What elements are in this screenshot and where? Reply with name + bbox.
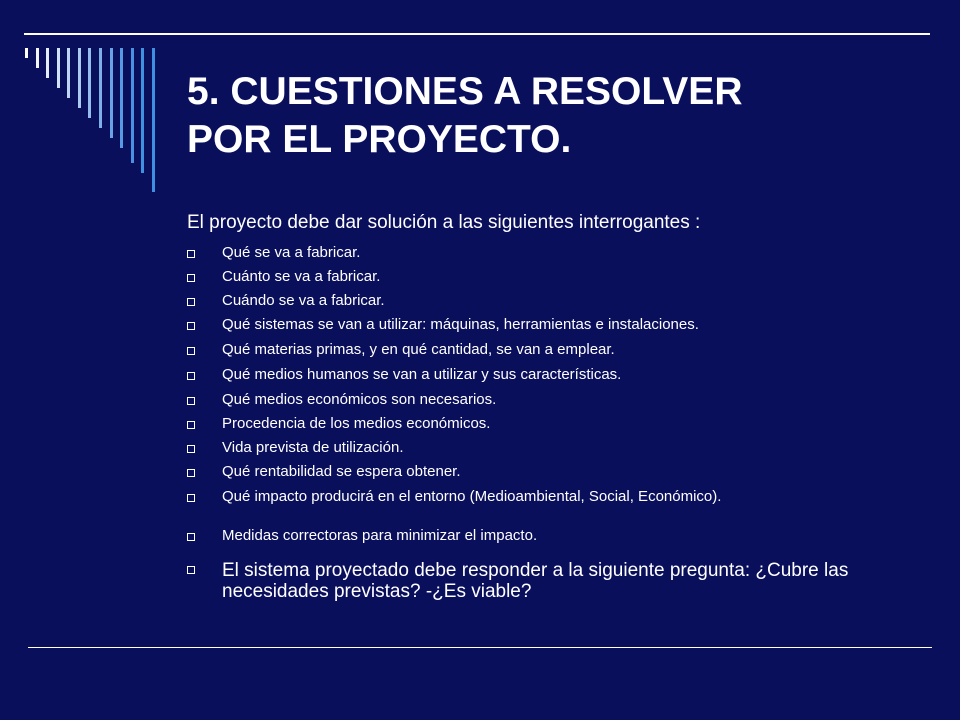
deco-bar [120, 48, 123, 148]
square-bullet-icon [187, 322, 195, 330]
deco-bar [36, 48, 39, 68]
list-item-text: Cuánto se va a fabricar. [222, 268, 381, 285]
list-item-text: Qué materias primas, y en qué cantidad, se van a emplear. [222, 341, 615, 358]
list-item [187, 560, 912, 602]
square-bullet-icon [187, 372, 195, 380]
list-item-text: Qué sistemas se van a utilizar: máquinas, herramientas e instalaciones. [222, 316, 699, 333]
list-item-text: Cuándo se va a fabricar. [222, 292, 385, 309]
list-item [187, 244, 360, 262]
deco-bar [57, 48, 60, 88]
list-item [187, 292, 385, 310]
top-rule [24, 33, 930, 35]
deco-bar [110, 48, 113, 138]
list-item [187, 316, 699, 334]
slide-title [187, 68, 907, 164]
deco-bar [141, 48, 144, 173]
square-bullet-icon [187, 494, 195, 502]
deco-bar [46, 48, 49, 78]
square-bullet-icon [187, 347, 195, 355]
deco-bar [131, 48, 134, 163]
list-item-text: Qué se va a fabricar. [222, 244, 361, 261]
list-item [187, 366, 621, 384]
square-bullet-icon [187, 533, 195, 541]
deco-bar [67, 48, 70, 98]
square-bullet-icon [187, 566, 195, 574]
slide-title-line-1: 5. CUESTIONES A RESOLVER [187, 70, 743, 113]
square-bullet-icon [187, 298, 195, 306]
list-item [187, 391, 496, 409]
deco-bar [88, 48, 91, 118]
list-item [187, 439, 404, 457]
list-item [187, 415, 490, 433]
list-item-text: Qué medios humanos se van a utilizar y sus características. [222, 366, 622, 383]
list-item [187, 463, 461, 481]
list-item-text: Vida prevista de utilización. [222, 439, 404, 456]
bottom-rule [28, 647, 932, 648]
slide-title-line-2: POR EL PROYECTO. [187, 118, 572, 161]
list-item-text: Medidas correctoras para minimizar el impacto. [222, 527, 538, 544]
list-item-text: Procedencia de los medios económicos. [222, 415, 491, 432]
list-item [187, 488, 721, 506]
deco-bar [99, 48, 102, 128]
square-bullet-icon [187, 397, 195, 405]
square-bullet-icon [187, 445, 195, 453]
deco-bar [78, 48, 81, 108]
square-bullet-icon [187, 250, 195, 258]
list-item [187, 527, 537, 545]
list-item-text: Qué rentabilidad se espera obtener. [222, 463, 461, 480]
intro-text: El proyecto debe dar solución a las siguientes interrogantes : [187, 212, 701, 233]
list-item-text: El sistema proyectado debe responder a la siguiente pregunta: ¿Cubre las necesidades previstas? -¿Es viable? [222, 560, 849, 602]
square-bullet-icon [187, 469, 195, 477]
square-bullet-icon [187, 421, 195, 429]
list-item [187, 268, 380, 286]
deco-bar [152, 48, 155, 192]
list-item-text: Qué medios económicos son necesarios. [222, 391, 497, 408]
deco-bar [25, 48, 28, 58]
square-bullet-icon [187, 274, 195, 282]
list-item [187, 341, 615, 359]
list-item-text: Qué impacto producirá en el entorno (Medioambiental, Social, Económico). [222, 488, 722, 505]
